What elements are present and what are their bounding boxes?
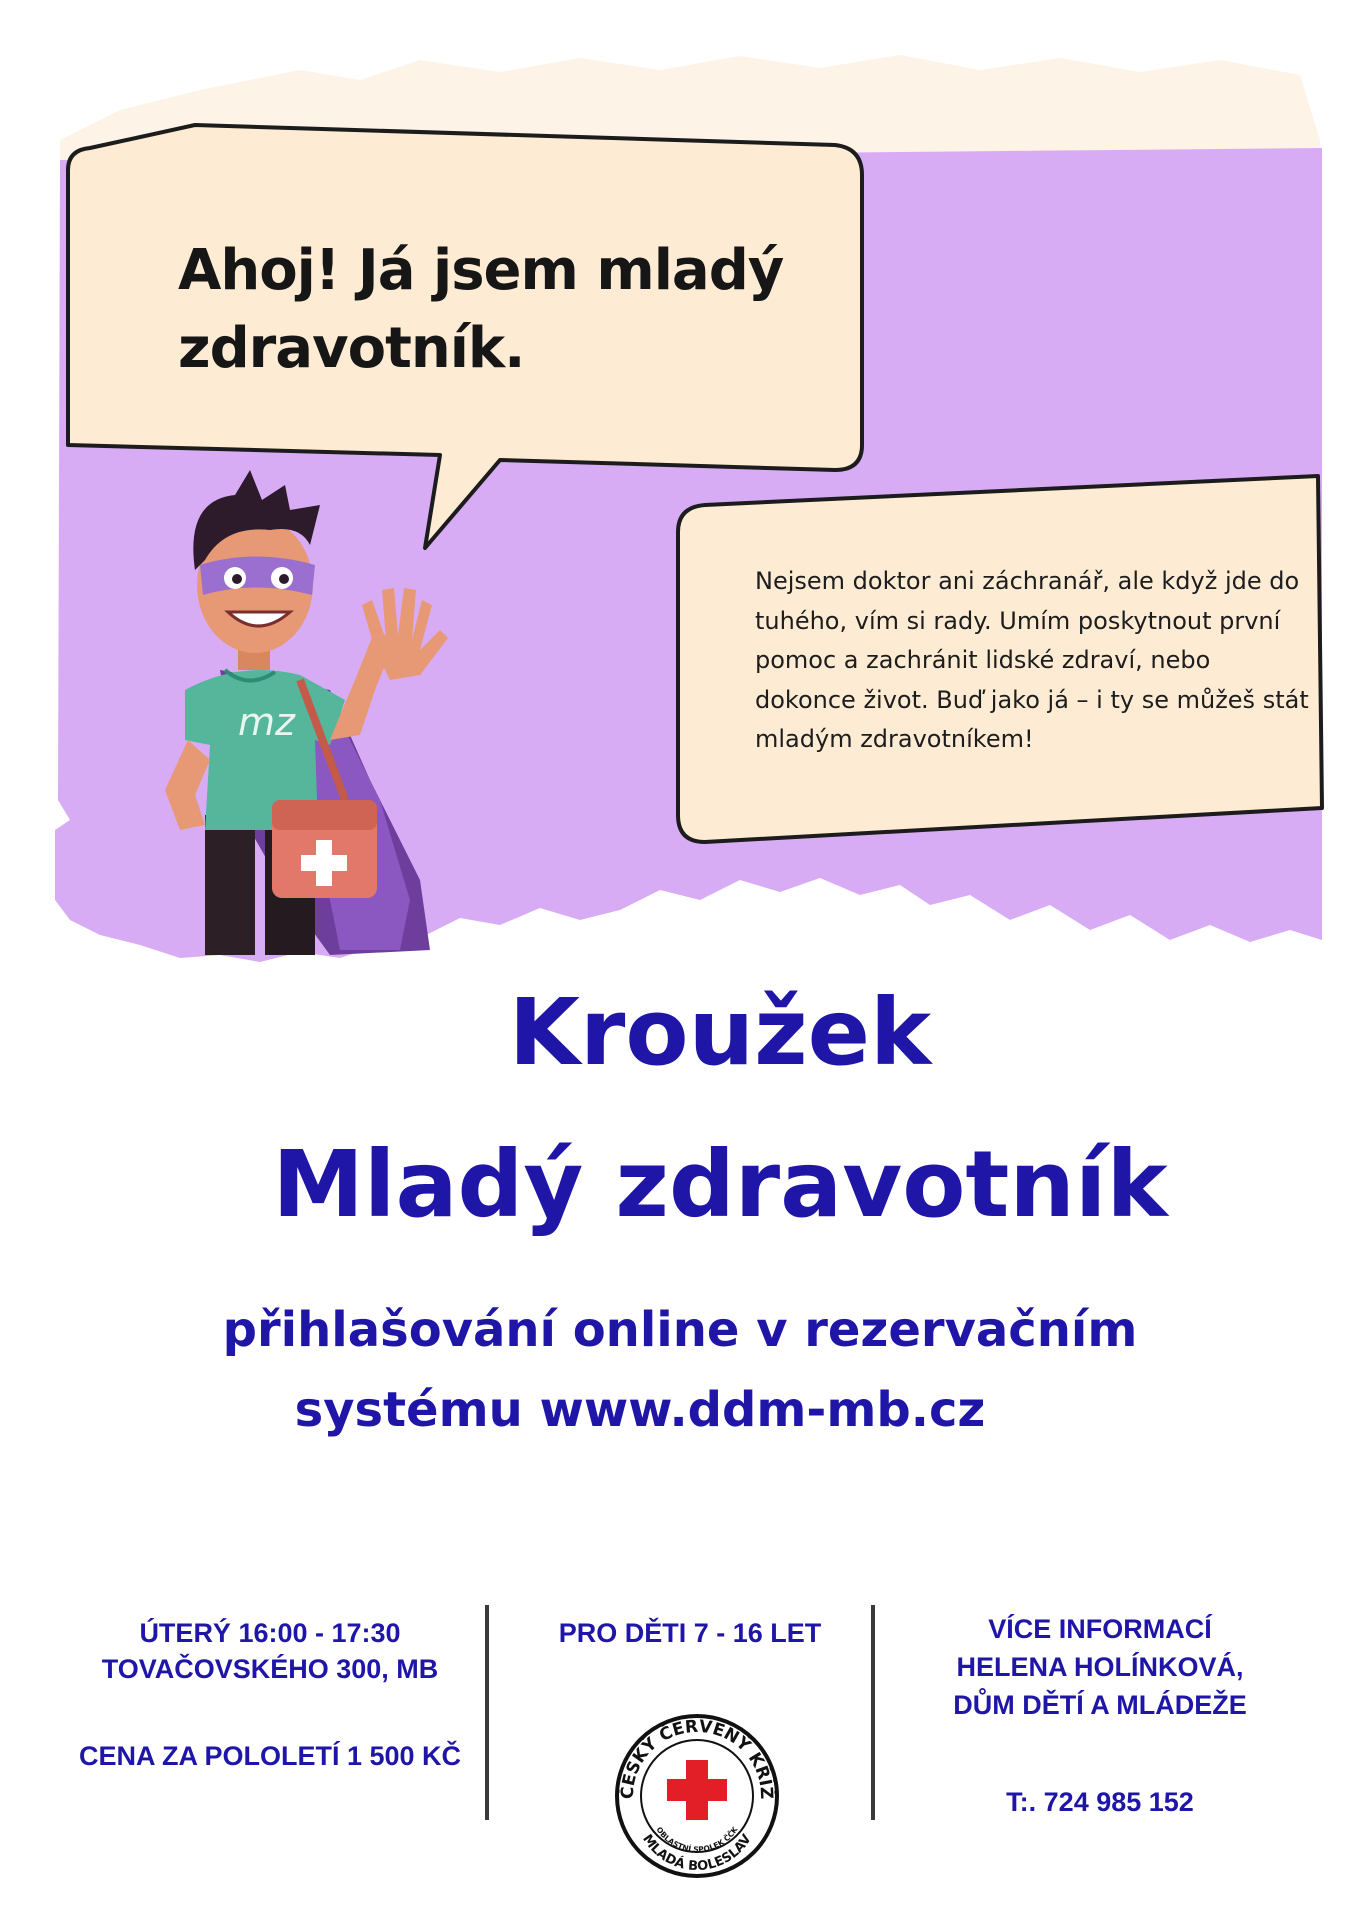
divider-right xyxy=(871,1605,875,1820)
shirt-logo: mz xyxy=(238,700,295,744)
logo-ring-text: ČESKÝ ČERVENÝ KŘÍŽ xyxy=(617,1716,777,1800)
logo-inner-text-1: OBLASTNÍ SPOLEK ČČK xyxy=(654,1825,740,1855)
phone-number: T:. 724 985 152 xyxy=(1006,1787,1194,1817)
czech-red-cross-logo xyxy=(613,1712,781,1880)
subtitle-line-2: systému www.ddm-mb.cz xyxy=(294,1382,986,1438)
logo-inner-text-2: MLADÁ BOLESLAV xyxy=(639,1831,755,1875)
schedule-address: TOVAČOVSKÉHO 300, MB xyxy=(101,1654,439,1684)
subtitle-line-1: přihlašování online v rezervačním xyxy=(222,1302,1138,1358)
title-line-2: Mladý zdravotník xyxy=(272,1131,1168,1238)
divider-left xyxy=(485,1605,489,1820)
speech-bubble-side-text: Nejsem doktor ani záchranář, ale když jde do tuhého, vím si rady. Umím poskytnout první pomoc a zachránit lidské zdraví, nebo dokonce život. Buď jako já – i ty se můžeš stát mladým zdravotníkem! xyxy=(755,567,1309,753)
speech-bubble-main-text: Ahoj! Já jsem mladý zdravotník. xyxy=(178,238,784,381)
title-line-1: Kroužek xyxy=(508,979,932,1086)
organization-name: DŮM DĚTÍ A MLÁDEŽE xyxy=(953,1690,1247,1720)
age-range-text: PRO DĚTI 7 - 16 LET xyxy=(558,1618,822,1648)
schedule-time: ÚTERÝ 16:00 - 17:30 xyxy=(139,1618,401,1648)
price-text: CENA ZA POLOLETÍ 1 500 KČ xyxy=(78,1741,462,1771)
more-info-heading: VÍCE INFORMACÍ xyxy=(988,1614,1212,1644)
contact-name: HELENA HOLÍNKOVÁ, xyxy=(956,1652,1244,1682)
